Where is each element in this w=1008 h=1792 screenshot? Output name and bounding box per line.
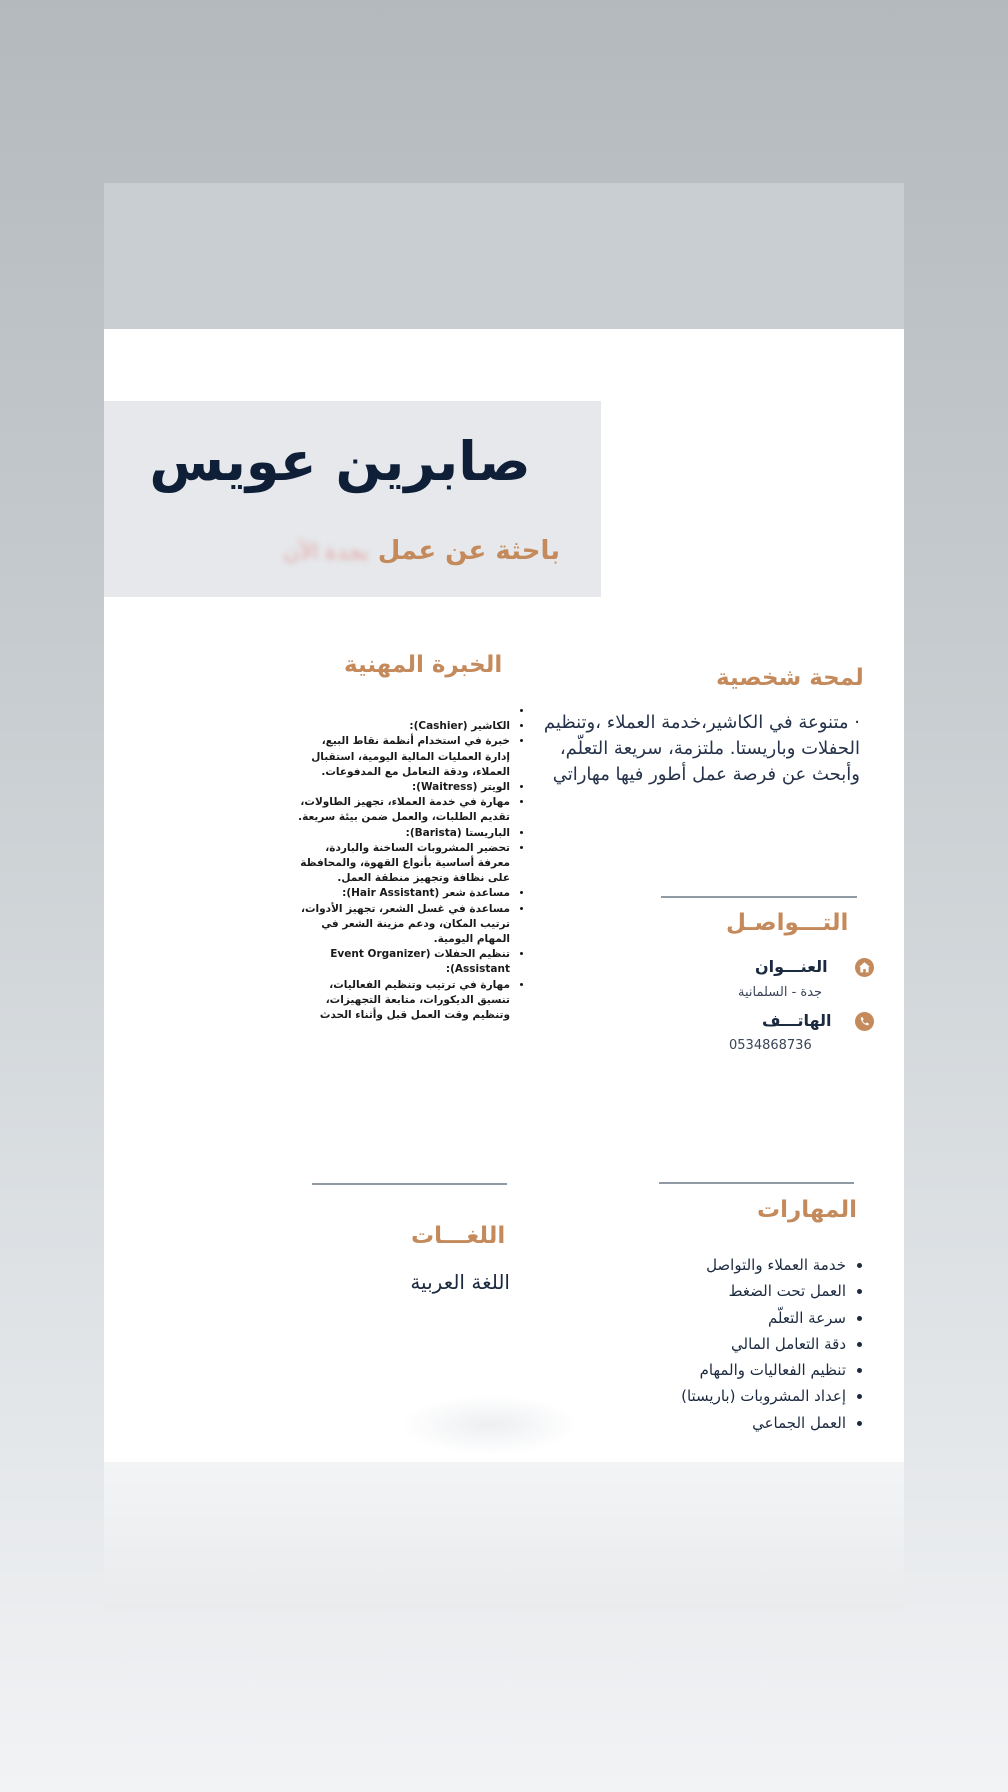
experience-item: • تنظيم الحفلات (Event Organizer Assistant):	[296, 947, 510, 977]
contact-divider	[661, 896, 857, 898]
experience-item: • مهارة في خدمة العملاء، تجهيز الطاولات، تقديم الطلبات، والعمل ضمن بيئة سريعة.	[296, 795, 510, 825]
phone-value: 0534868736	[729, 1038, 812, 1053]
skills-list-container	[640, 1252, 868, 1436]
photo-glare	[400, 1395, 580, 1455]
experience-item: • مساعدة شعر (Hair Assistant):	[296, 886, 510, 901]
languages-divider	[312, 1183, 507, 1185]
contact-title: التـــواصـل	[726, 910, 849, 936]
profile-text: · متنوعة في الكاشير،خدمة العملاء ،وتنظيم الحفلات وباريستا. ملتزمة، سريعة التعلّم، وأبحث عن فرصة عمل أطور فيها مهاراتي	[543, 712, 860, 785]
person-name: صابرين عويس	[149, 430, 531, 493]
phone-label: الهاتـــف	[762, 1011, 832, 1030]
address-label: العنـــوان	[755, 957, 828, 976]
experience-title: الخبرة المهنية	[344, 652, 503, 678]
skills-list	[640, 1252, 868, 1436]
skill-item: • العمل تحت الضغط	[640, 1278, 846, 1304]
skills-divider	[659, 1182, 854, 1184]
skill-item: • خدمة العملاء والتواصل	[640, 1252, 846, 1278]
job-status	[140, 536, 560, 566]
skill-item: • سرعة التعلّم	[640, 1305, 846, 1331]
experience-item: • خبرة في استخدام أنظمة نقاط البيع، إدارة العمليات المالية اليومية، استقبال العملاء، ودقة التعامل مع المدفوعات.	[296, 734, 510, 780]
experience-list	[296, 704, 524, 1023]
experience-item: • تحضير المشروبات الساخنة والباردة، معرفة أساسية بأنواع القهوة، والمحافظة على نظافة وتجهيز منطقة العمل.	[296, 841, 510, 887]
experience-item: • الكاشير (Cashier):	[296, 719, 510, 734]
skills-title: المهارات	[757, 1197, 857, 1223]
home-icon	[855, 958, 874, 977]
skill-item: • تنظيم الفعاليات والمهام	[640, 1357, 846, 1383]
job-status-text: باحثة عن عمل	[377, 536, 560, 566]
photo-frame-bottom	[104, 1462, 904, 1609]
skill-item: • العمل الجماعي	[640, 1410, 846, 1436]
phone-icon	[855, 1012, 874, 1031]
experience-item	[296, 704, 510, 719]
language-item: اللغة العربية	[410, 1270, 510, 1294]
experience-item: • الباريستا (Barista):	[296, 826, 510, 841]
skill-item: • إعداد المشروبات (باريستا)	[640, 1383, 846, 1409]
profile-title: لمحة شخصية	[716, 665, 864, 691]
address-value: جدة - السلمانية	[738, 985, 823, 1000]
experience-item: • مساعدة في غسل الشعر، تجهيز الأدوات، ترتيب المكان، ودعم مزينة الشعر في المهام اليومية.	[296, 902, 510, 948]
skill-item: • دقة التعامل المالي	[640, 1331, 846, 1357]
experience-list-container	[296, 704, 524, 1023]
job-status-blurred: بجدة الآن	[283, 540, 369, 565]
experience-item: • مهارة في ترتيب وتنظيم الفعاليات، تنسيق الديكورات، متابعة التجهيزات، وتنظيم وقت العمل قبل وأثناء الحدث	[296, 978, 510, 1024]
languages-title: اللغـــات	[411, 1223, 506, 1249]
experience-item: • الويتر (Waitress):	[296, 780, 510, 795]
